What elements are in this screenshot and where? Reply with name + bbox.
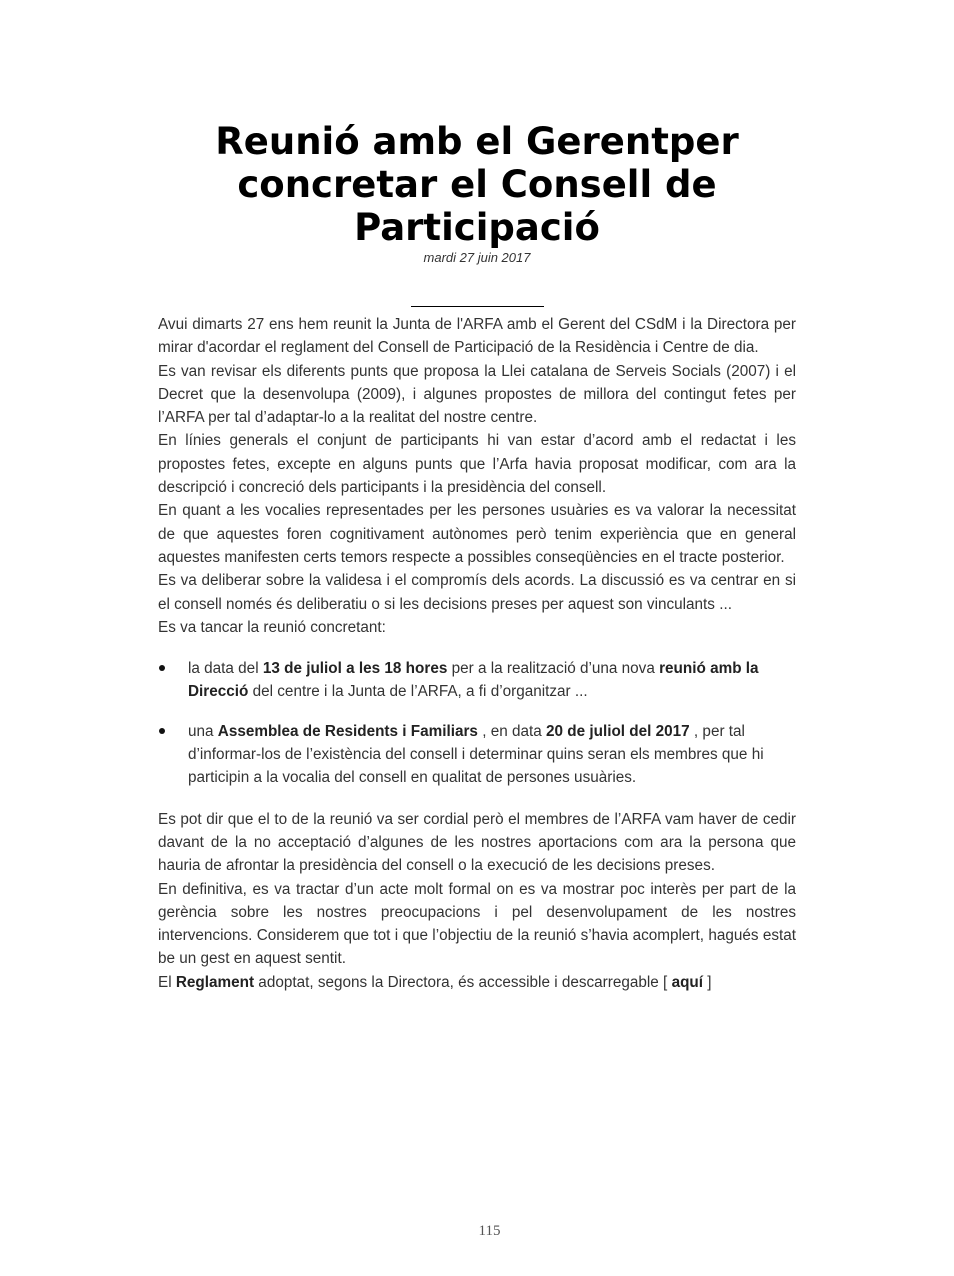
bullet-2-text-c: , per tal d’informar-los de l’existència del consell i determinar quins seran els membres que hi participin a la vocalia del consell en qualitat de persones usuàries.: [188, 722, 764, 787]
bullet-2-bold-date: 20 de juliol del 2017: [546, 722, 690, 740]
list-item: [158, 657, 796, 704]
separator-rule: [411, 306, 544, 307]
paragraph-2: Es van revisar els diferents punts que proposa la Llei catalana de Serveis Socials (2007) i el Decret que la desenvolupa (2009), i algunes propostes de millora del contingut fetes per l’ARFA per tal d’adaptar-lo a la realitat del nostre centre.: [158, 362, 796, 427]
list-item: [158, 720, 796, 790]
download-link[interactable]: aquí: [671, 973, 704, 991]
paragraph-7: Es pot dir que el to de la reunió va ser cordial però el membres de l’ARFA vam haver de cedir davant de la no acceptació d’algunes de les nostres aportacions com ara la persona que hauria de afrontar la presidència del consell o la execució de les decisions preses.: [158, 810, 796, 875]
title-line-3: Participació: [354, 206, 600, 249]
paragraph-4: En quant a les vocalies representades per les persones usuàries es va valorar la necessitat de que aquestes foren cognitivament autònomes però tenim experiència que en general aquestes manifesten certs temors respecte a possibles conseqüències en el tracte posterior.: [158, 502, 796, 566]
paragraph-8: En definitiva, es va tractar d’un acte molt formal on es va mostrar poc interès per part de la gerència sobre les nostres preocupacions i pel desenvolupament de les nostres intervencions. Considerem que tot i que l’objectiu de la reunió s’havia acomplert, hagués estat be un gest en aquest sentit.: [158, 880, 796, 968]
paragraph-5: Es va deliberar sobre la validesa i el compromís dels acords. La discussió es va centrar en si el consell només és deliberatiu o si les decisions preses per aquest son vinculants ...: [158, 572, 796, 613]
bullet-1-bold-date: 13 de juliol a les 18 hores: [262, 660, 448, 678]
bullet-icon: [159, 728, 165, 734]
bullet-2-text-a: una: [188, 722, 218, 740]
paragraph-1: Avui dimarts 27 ens hem reunit la Junta de l'ARFA amb el Gerent del CSdM i la Directora per mirar d'acordar el reglament del Consell de Participació de la Residència i Centre de dia.: [158, 316, 796, 357]
bullet-1-bold-meeting: reunió amb la Direcció: [188, 660, 759, 701]
regulation-text-a: El: [158, 973, 176, 991]
bullet-1-text-b: per a la realització d’una nova: [447, 660, 660, 678]
bullet-1-text-c: del centre i la Junta de l’ARFA, a fi d’organitzar ...: [248, 683, 588, 701]
regulation-text-b: adoptat, segons la Directora, és accessible i descarregable [: [254, 973, 672, 991]
bullet-2-text-b: , en data: [477, 722, 546, 740]
bullet-icon: [159, 665, 165, 671]
post-date: mardi 27 juin 2017: [423, 250, 531, 265]
paragraph-6: Es va tancar la reunió concretant:: [158, 618, 386, 636]
regulation-bold: Reglament: [175, 973, 255, 991]
article-body: [158, 313, 796, 994]
title-line-1: Reunió amb el Gerentper: [215, 120, 739, 163]
title-line-2: concretar el Consell de: [237, 163, 717, 206]
page-number: 115: [478, 1223, 501, 1239]
regulation-line: [158, 971, 796, 994]
bullet-2-bold-assembly: Assemblea de Residents i Familiars: [217, 722, 478, 740]
bullet-1-text-a: la data del: [188, 660, 263, 678]
paragraph-3: En línies generals el conjunt de participants hi van estar d’acord amb el redactat i les propostes fetes, excepte en alguns punts que l’Arfa havia proposat modificar, com ara la descripció i concreció dels participants i la presidència del consell.: [158, 432, 796, 497]
page-title: [100, 120, 854, 249]
agreement-list: [158, 657, 796, 789]
regulation-text-c: ]: [703, 973, 712, 991]
